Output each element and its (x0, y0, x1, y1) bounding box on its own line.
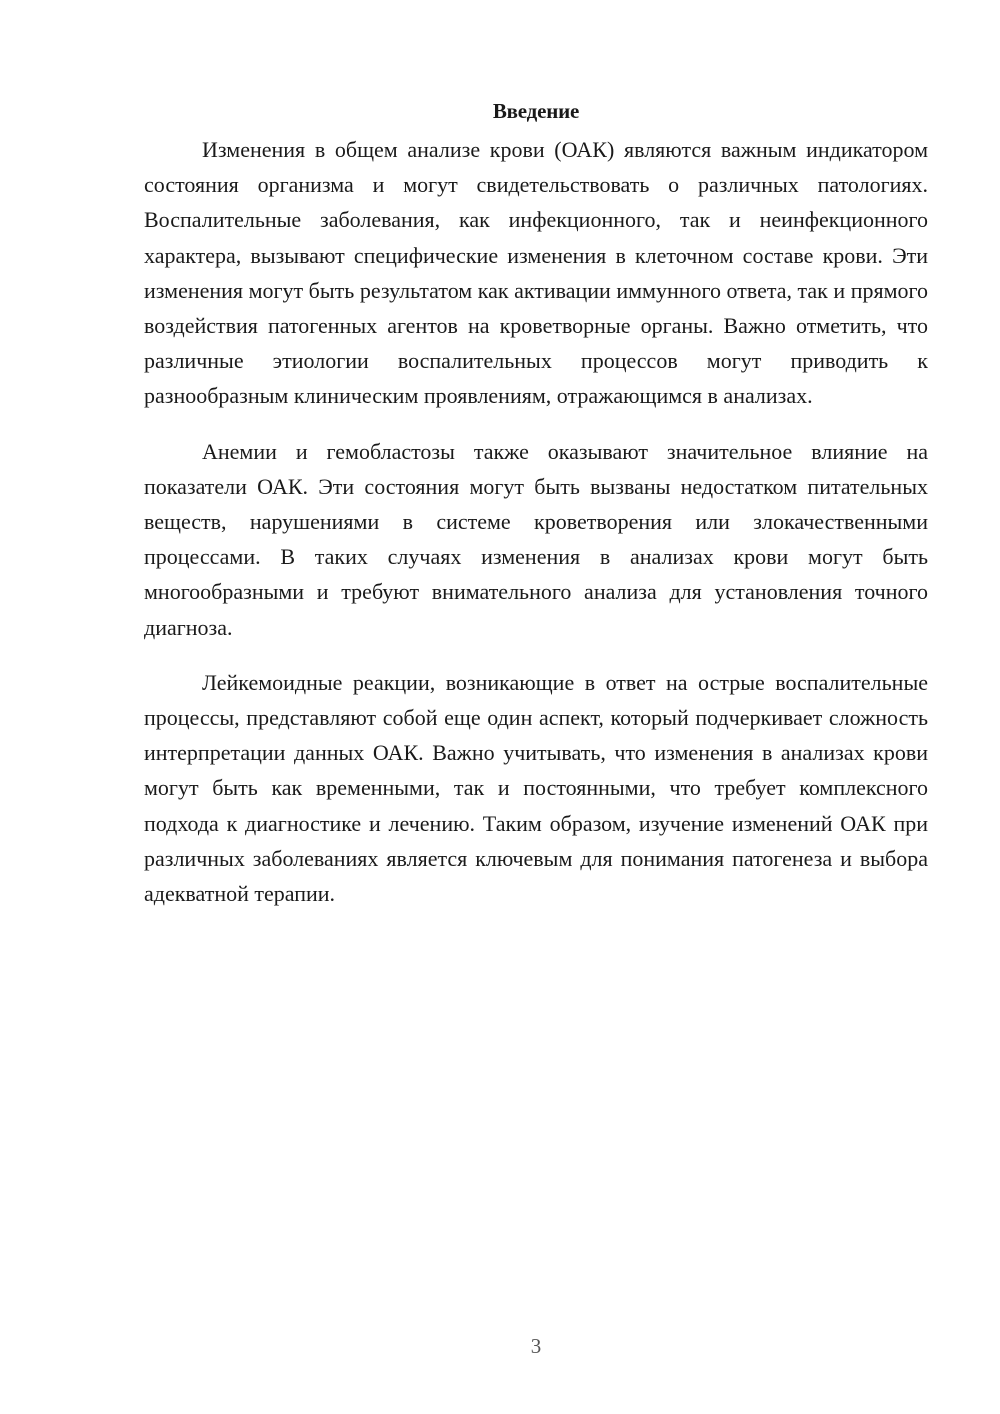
page-content (144, 94, 928, 911)
section-heading: Введение (492, 99, 580, 123)
paragraph-leukemoid-reactions: Лейкемоидные реакции, возникающие в ответ на острые воспалительные процессы, представляют собой еще один аспект, который подчеркивает сложность интерпретации данных ОАК. Важно учитывать, что изменения в анализах крови могут быть как временными, так и постоянными, что требует комплексного подхода к диагностике и лечению. Таким образом, изучение изменений ОАК при различных заболеваниях является ключевым для понимания патогенеза и выбора адекватной терапии. (144, 669, 928, 907)
paragraph-anemia-hemoblastosis: Анемии и гемобластозы также оказывают значительное влияние на показатели ОАК. Эти состояния могут быть вызваны недостатком питательных веществ, нарушениями в системе кроветворения или злокачественными процессами. В таких случаях изменения в анализах крови могут быть многообразными и требуют внимательного анализа для установления точного диагноза. (144, 438, 928, 640)
page-number: 3 (530, 1334, 542, 1358)
paragraph-intro-inflammation: Изменения в общем анализе крови (ОАК) являются важным индикатором состояния организма и могут свидетельствовать о различных патологиях. Воспалительные заболевания, как инфекционного, так и неинфекционного характера, вызывают специфические изменения в клеточном составе крови. Эти изменения могут быть результатом как активации иммунного ответа, так и прямого воздействия патогенных агентов на кроветворные органы. Важно отметить, что различные этиологии воспалительных процессов могут приводить к разнообразным клиническим проявлениям, отражающимся в анализах. (144, 137, 928, 409)
